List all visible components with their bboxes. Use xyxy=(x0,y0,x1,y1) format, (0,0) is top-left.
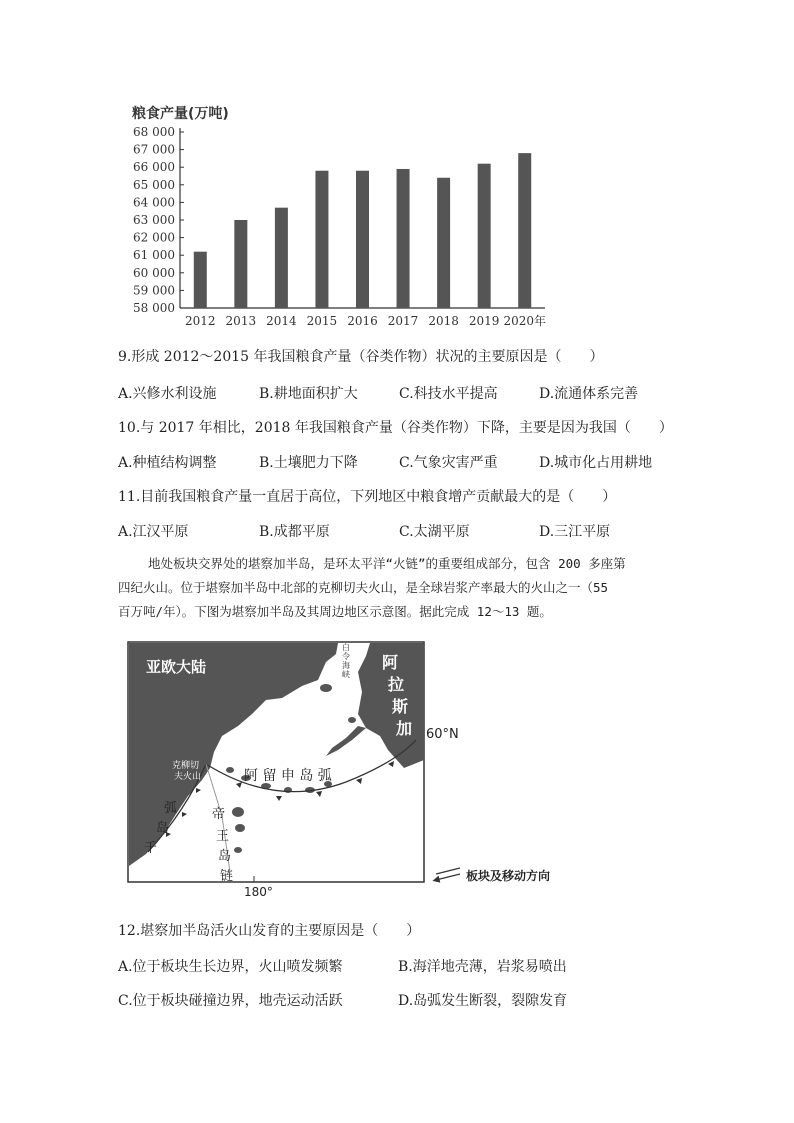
question-12-stem: 12.堪察加半岛活火山发育的主要原因是（ ） xyxy=(118,923,421,939)
chart-bar xyxy=(315,171,328,308)
question-11-option-a: A.江汉平原 xyxy=(118,524,189,540)
chart-x-tick-label: 2012 xyxy=(185,314,216,328)
chart-x-tick-label: 2017 xyxy=(387,314,419,328)
label-bering-4: 峡 xyxy=(342,670,350,679)
island xyxy=(348,717,356,723)
st-lawrence-island xyxy=(320,684,332,692)
chart-x-tick-label: 2018 xyxy=(428,314,459,328)
label-alaska-4: 加 xyxy=(396,719,413,738)
label-kuril-2: 岛 xyxy=(156,821,170,836)
chart-y-tick-label: 65 000 xyxy=(133,177,175,192)
passage-line-3: 百万吨/年）。下图为堪察加半岛及其周边地区示意图。据此完成 12～13 题。 xyxy=(118,604,552,619)
chart-bar xyxy=(275,208,288,308)
question-10-option-a: A.种植结构调整 xyxy=(118,455,217,471)
passage-line-1: 地处板块交界处的堪察加半岛，是环太平洋“火链”的重要组成部分，包含 200 多座第 xyxy=(148,556,626,571)
question-9-stem: 9.形成 2012～2015 年我国粮食产量（谷类作物）状况的主要原因是（ ） xyxy=(118,349,604,365)
map-legend xyxy=(436,868,550,883)
chart-y-tick-label: 67 000 xyxy=(133,142,175,157)
label-60n: 60°N xyxy=(426,727,459,742)
legend-label: 板块及移动方向 xyxy=(466,869,551,883)
label-volcano-2: 夫火山 xyxy=(174,772,202,782)
chart-bar xyxy=(234,220,247,308)
label-bering-3: 海 xyxy=(342,661,350,670)
question-11-option-c: C.太湖平原 xyxy=(399,524,470,540)
label-bering-1: 白 xyxy=(342,643,350,652)
question-10-option-c: C.气象灾害严重 xyxy=(399,455,498,471)
question-10-option-b: B.土壤肥力下降 xyxy=(259,455,358,471)
legend-arrow-icon xyxy=(436,868,460,874)
chart-y-ticks xyxy=(133,125,184,315)
chart-bar xyxy=(356,171,369,308)
label-emperor-4: 链 xyxy=(220,869,234,884)
question-9-option-d: D.流通体系完善 xyxy=(539,386,639,402)
chart-x-tick-label: 2015 xyxy=(306,314,338,328)
question-12-option-b: B.海洋地壳薄，岩浆易喷出 xyxy=(398,959,567,975)
question-12-option-d: D.岛弧发生断裂，裂隙发育 xyxy=(398,993,568,1009)
question-11-option-b: B.成都平原 xyxy=(259,524,330,540)
label-emperor-3: 岛 xyxy=(218,849,232,864)
chart-y-tick-label: 62 000 xyxy=(133,230,175,245)
chart-bar xyxy=(397,169,410,308)
chart-y-tick-label: 58 000 xyxy=(133,301,175,315)
question-12-option-c: C.位于板块碰撞边界，地壳运动活跃 xyxy=(118,993,343,1009)
chart-y-tick-label: 68 000 xyxy=(133,125,175,139)
question-9-option-a: A.兴修水利设施 xyxy=(118,386,217,402)
label-bering-2: 令 xyxy=(342,652,350,661)
label-kuril-3: 千 xyxy=(144,841,158,856)
chart-y-tick-label: 66 000 xyxy=(133,160,175,175)
chart-y-tick-label: 63 000 xyxy=(133,213,175,227)
label-180: 180° xyxy=(244,885,273,899)
chart-bar xyxy=(437,178,450,308)
legend-arrow-icon xyxy=(436,874,460,880)
label-kuril-1: 弧 xyxy=(164,801,178,816)
question-11-stem: 11.目前我国粮食产量一直居于高位，下列地区中粮食增产贡献最大的是（ ） xyxy=(118,489,617,505)
question-9-option-b: B.耕地面积扩大 xyxy=(259,386,358,402)
chart-x-tick-label: 2019 xyxy=(468,314,500,328)
chart-x-ticks xyxy=(185,313,546,328)
question-10-option-d: D.城市化占用耕地 xyxy=(539,455,653,471)
label-eurasia: 亚欧大陆 xyxy=(146,658,207,676)
label-volcano-1: 克柳切 xyxy=(172,761,200,771)
chart-x-tick-label: 2016 xyxy=(347,314,378,328)
grain-output-chart xyxy=(120,96,560,336)
chart-bar xyxy=(518,153,531,308)
chart-bar xyxy=(194,252,207,308)
chart-bar xyxy=(478,164,491,308)
question-11-option-d: D.三江平原 xyxy=(539,524,611,540)
label-alaska-2: 拉 xyxy=(388,675,405,694)
chart-bars xyxy=(194,153,531,308)
question-12-option-a: A.位于板块生长边界，火山喷发频繁 xyxy=(118,959,343,975)
label-alaska-1: 阿 xyxy=(382,653,399,672)
grain-output-chart-svg xyxy=(120,96,560,336)
chart-x-tick-label: 2013 xyxy=(225,314,257,328)
chart-x-tick-label: 2020年 xyxy=(503,314,546,328)
question-9-option-c: C.科技水平提高 xyxy=(399,386,498,402)
label-emperor-1: 帝 xyxy=(212,807,226,822)
chart-y-tick-label: 59 000 xyxy=(133,283,175,298)
chart-x-tick-label: 2014 xyxy=(266,314,297,328)
chart-y-tick-label: 61 000 xyxy=(133,248,175,263)
chart-y-tick-label: 64 000 xyxy=(133,195,175,210)
kamchatka-map xyxy=(126,640,566,902)
label-alaska-3: 斯 xyxy=(392,697,409,716)
kamchatka-map-svg xyxy=(126,640,566,902)
label-aleutian-arc: 阿 留 申 岛 弧 xyxy=(244,768,332,784)
chart-y-axis-label: 粮食产量(万吨) xyxy=(132,106,229,122)
question-10-stem: 10.与 2017 年相比，2018 年我国粮食产量（谷类作物）下降，主要是因为我国（ ） xyxy=(118,420,673,436)
chart-y-tick-label: 60 000 xyxy=(133,265,175,280)
passage-line-2: 四纪火山。位于堪察加半岛中北部的克柳切夫火山，是全球岩浆产率最大的火山之一（55 xyxy=(118,580,609,595)
label-emperor-2: 王 xyxy=(216,829,230,844)
